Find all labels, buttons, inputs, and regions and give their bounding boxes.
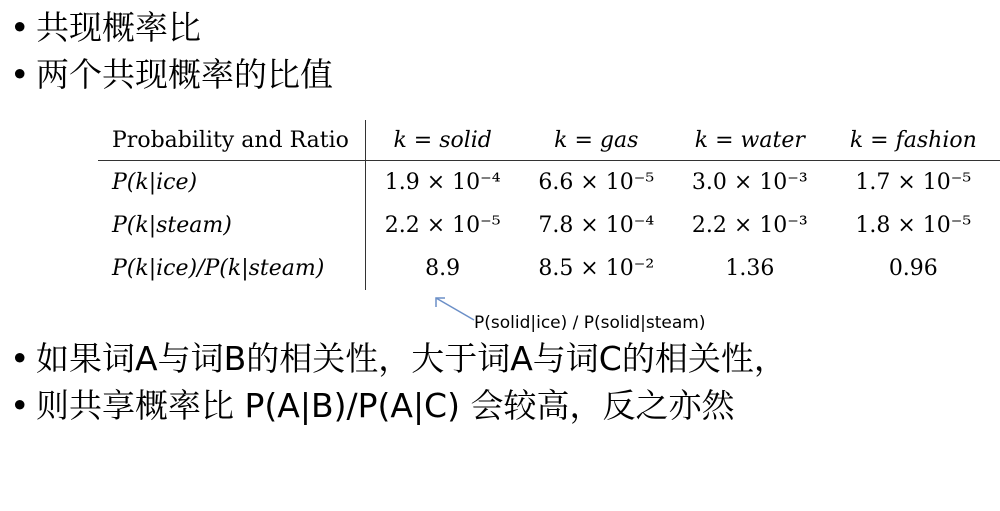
- table-cell: 8.5 × 10⁻²: [538, 256, 655, 281]
- table-cell: 8.9: [425, 256, 461, 281]
- table-header-row: [98, 120, 1000, 161]
- table-cell: 2.2 × 10⁻³: [691, 213, 808, 238]
- column-header-solid: k = solid: [365, 120, 519, 161]
- bullet-text: 共现概率比: [36, 8, 201, 47]
- table-cell: 6.6 × 10⁻⁵: [538, 170, 655, 195]
- probability-table: [98, 120, 1000, 290]
- bullet-dot: •: [10, 8, 30, 47]
- table-row: [98, 204, 1000, 247]
- table-corner-header: Probability and Ratio: [98, 120, 365, 161]
- table-row: [98, 247, 1000, 290]
- annotation-arrow-icon: [430, 292, 480, 324]
- bullet-dot: •: [10, 386, 30, 425]
- annotation-solid-ratio: P(solid|ice) / P(solid|steam): [474, 313, 706, 333]
- bullet-dot: •: [10, 339, 30, 378]
- table-cell: 7.8 × 10⁻⁴: [538, 213, 655, 238]
- table-cell: 2.2 × 10⁻⁵: [384, 213, 501, 238]
- table-cell: 1.36: [725, 256, 775, 281]
- bullet-co-occurrence-ratio: [10, 8, 201, 48]
- table-row: [98, 161, 1000, 205]
- bullet-relevance-comparison: [10, 339, 787, 379]
- column-header-fashion: k = fashion: [827, 120, 1000, 161]
- row-label-p-k-steam: P(k|steam): [98, 204, 365, 247]
- table-cell: 1.7 × 10⁻⁵: [855, 170, 972, 195]
- bullet-text: 则共享概率比 P(A|B)/P(A|C) 会较高，反之亦然: [36, 386, 735, 425]
- table-cell: 0.96: [888, 256, 938, 281]
- row-label-p-k-ice: P(k|ice): [98, 161, 365, 205]
- table-cell: 1.9 × 10⁻⁴: [384, 170, 501, 195]
- row-label-ratio: P(k|ice)/P(k|steam): [98, 247, 365, 290]
- bullet-dot: •: [10, 55, 30, 94]
- bullet-shared-ratio: [10, 386, 734, 426]
- table-cell: 1.8 × 10⁻⁵: [855, 213, 972, 238]
- column-header-water: k = water: [673, 120, 827, 161]
- bullet-ratio-definition: [10, 55, 333, 95]
- bullet-text: 两个共现概率的比值: [36, 55, 333, 94]
- bullet-text: 如果词A与词B的相关性，大于词A与词C的相关性，: [36, 339, 787, 378]
- column-header-gas: k = gas: [519, 120, 673, 161]
- table-cell: 3.0 × 10⁻³: [691, 170, 808, 195]
